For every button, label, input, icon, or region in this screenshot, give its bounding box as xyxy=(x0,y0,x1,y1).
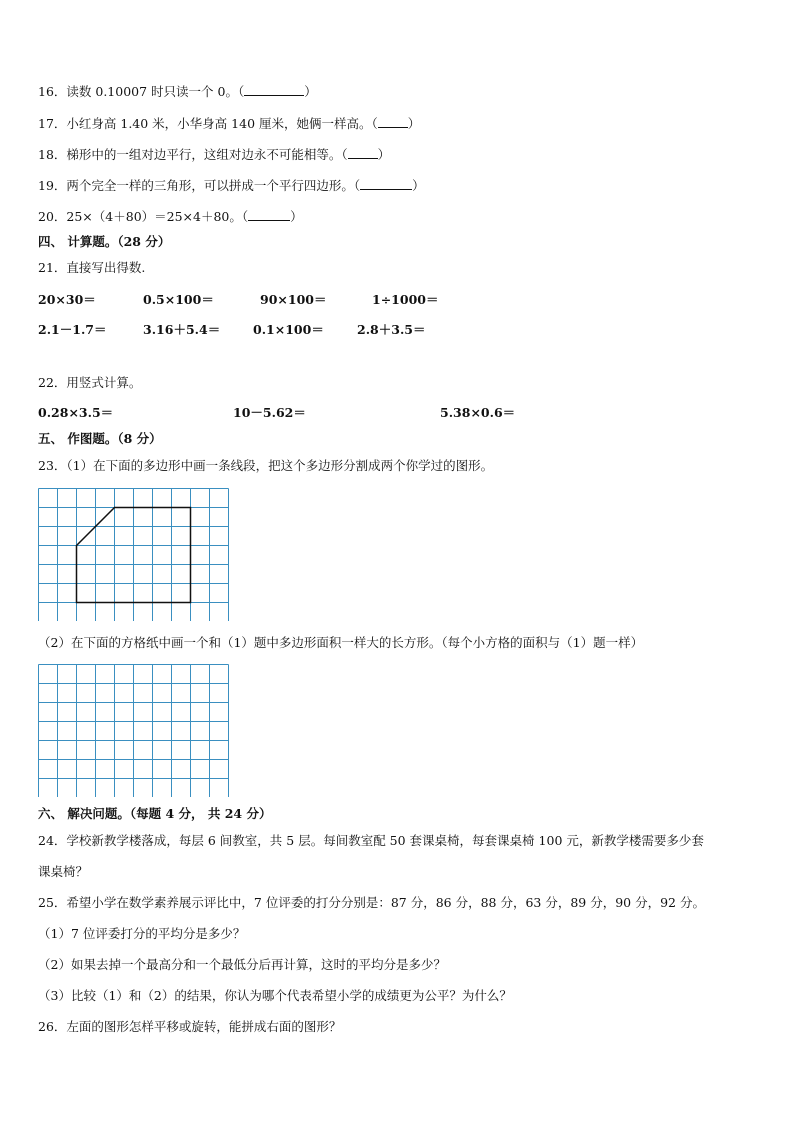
vertical-calc-item: 10－5.62＝ xyxy=(233,405,306,420)
question-19 xyxy=(38,177,425,194)
calc-item: 2.8＋3.5＝ xyxy=(357,322,426,337)
answer-blank-18[interactable] xyxy=(348,146,378,159)
calc-item: 0.1×100＝ xyxy=(253,322,324,337)
section-5-title: 五、 作图题。（8 分） xyxy=(38,431,162,446)
calc-item: 3.16＋5.4＝ xyxy=(143,322,221,337)
question-20 xyxy=(38,208,303,225)
answer-blank-16[interactable] xyxy=(244,83,304,96)
question-23-part1: 23．（1）在下面的多边形中画一条线段，把这个多边形分割成两个你学过的图形。 xyxy=(38,458,494,473)
calc-item: 0.5×100＝ xyxy=(143,292,214,307)
section-6-title: 六、 解决问题。（每题 4 分， 共 24 分） xyxy=(38,806,272,821)
question-25-sub1: （1）7 位评委打分的平均分是多少？ xyxy=(38,926,246,941)
question-25-sub3: （3）比较（1）和（2）的结果，你认为哪个代表希望小学的成绩更为公平？为什么？ xyxy=(38,988,512,1003)
question-20-text: 20．25×（4＋80）＝25×4＋80。（ xyxy=(38,209,249,224)
question-24-line1: 24．学校新教学楼落成，每层 6 间教室，共 5 层。每间教室配 50 套课桌椅，每套课桌椅 100 元，新教学楼需要多少套 xyxy=(38,833,704,848)
question-17 xyxy=(38,115,420,132)
question-22-title: 22．用竖式计算。 xyxy=(38,375,142,390)
answer-blank-17[interactable] xyxy=(378,115,408,128)
vertical-calc-item: 5.38×0.6＝ xyxy=(440,405,516,420)
calc-item: 1÷1000＝ xyxy=(372,292,439,307)
question-16 xyxy=(38,83,317,100)
question-21-title: 21．直接写出得数. xyxy=(38,260,146,275)
question-25-title: 25．希望小学在数学素养展示评比中，7 位评委的打分分别是：87 分，86 分，88 分，63 分，89 分，90 分，92 分。 xyxy=(38,895,705,910)
calc-item: 2.1－1.7＝ xyxy=(38,322,107,337)
question-19-close: ） xyxy=(412,178,425,193)
question-20-close: ） xyxy=(290,209,303,224)
question-25-sub2: （2）如果去掉一个最高分和一个最低分后再计算，这时的平均分是多少？ xyxy=(38,957,446,972)
vertical-calc-item: 0.28×3.5＝ xyxy=(38,405,114,420)
question-16-close: ） xyxy=(304,84,317,99)
polygon-grid[interactable] xyxy=(38,488,229,621)
answer-blank-20[interactable] xyxy=(248,208,290,221)
question-26: 26．左面的图形怎样平移或旋转，能拼成右面的图形？ xyxy=(38,1019,342,1034)
answer-blank-19[interactable] xyxy=(360,177,412,190)
question-18-close: ） xyxy=(377,147,391,162)
question-19-text: 19．两个完全一样的三角形，可以拼成一个平行四边形。（ xyxy=(38,178,361,193)
question-23-part2: （2）在下面的方格纸中画一个和（1）题中多边形面积一样大的长方形。（每个小方格的面积与（1）题一样） xyxy=(38,635,644,650)
question-24-line2: 课桌椅？ xyxy=(38,864,89,879)
question-17-close: ） xyxy=(407,116,421,131)
calc-item: 90×100＝ xyxy=(260,292,327,307)
section-4-title: 四、 计算题。（28 分） xyxy=(38,234,171,249)
question-18-text: 18．梯形中的一组对边平行，这组对边永不可能相等。（ xyxy=(38,147,348,162)
question-18 xyxy=(38,146,390,163)
calc-item: 20×30＝ xyxy=(38,292,96,307)
blank-square-grid[interactable] xyxy=(38,664,229,797)
question-17-text: 17．小红身高 1.40 米，小华身高 140 厘米，她俩一样高。（ xyxy=(38,116,378,131)
question-16-text: 16．读数 0.10007 时只读一个 0。（ xyxy=(38,84,245,99)
